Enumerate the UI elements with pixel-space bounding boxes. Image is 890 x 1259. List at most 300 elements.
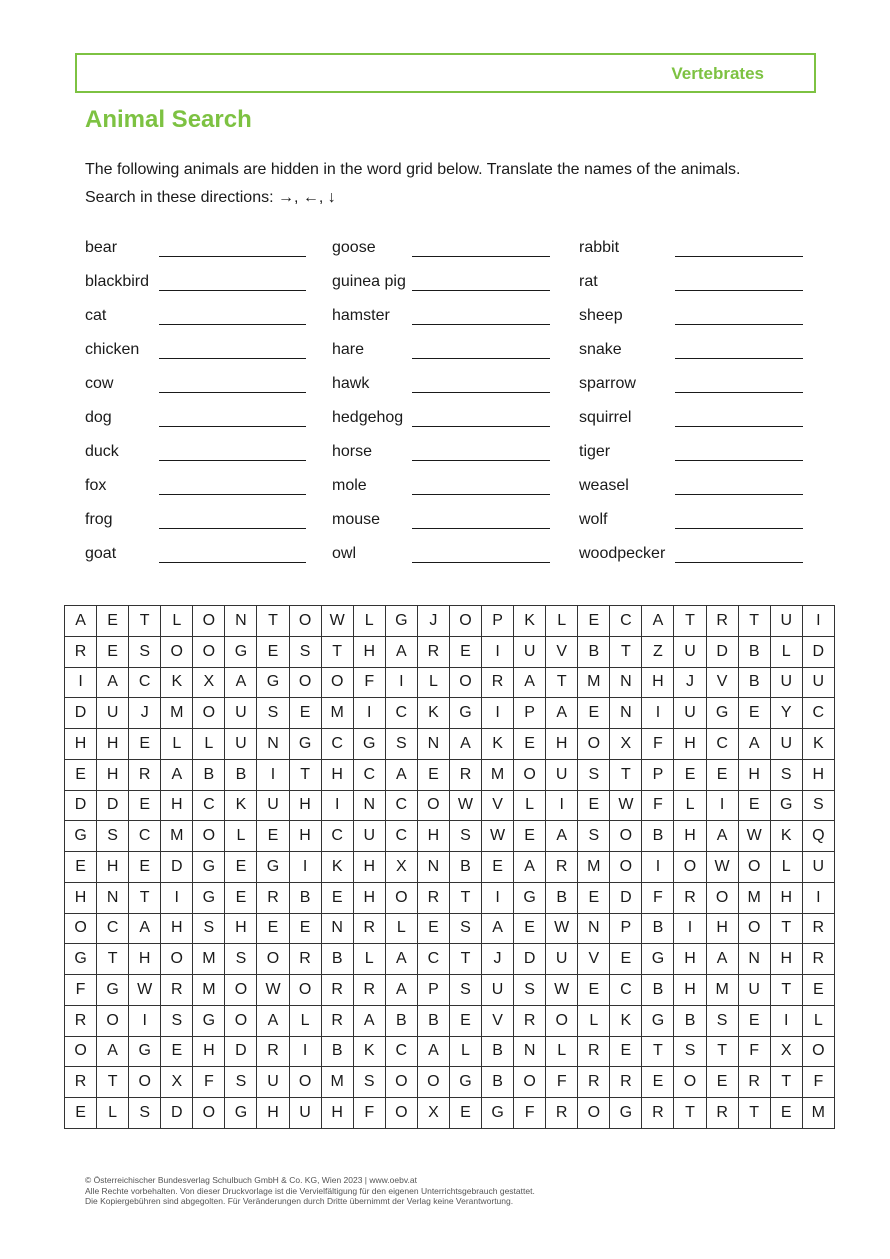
grid-cell: U <box>482 975 514 1006</box>
grid-cell: T <box>546 667 578 698</box>
grid-cell: I <box>161 882 193 913</box>
grid-cell: O <box>65 913 97 944</box>
grid-cell: G <box>289 729 321 760</box>
grid-cell: L <box>546 606 578 637</box>
grid-cell: R <box>738 1067 770 1098</box>
grid-cell: I <box>482 636 514 667</box>
grid-cell: K <box>225 790 257 821</box>
grid-cell: O <box>449 606 481 637</box>
grid-cell: W <box>706 852 738 883</box>
grid-cell: R <box>65 636 97 667</box>
grid-cell: E <box>578 790 610 821</box>
grid-cell: A <box>385 636 417 667</box>
grid-cell: F <box>738 1036 770 1067</box>
grid-cell: I <box>546 790 578 821</box>
grid-cell: E <box>417 759 449 790</box>
grid-cell: A <box>385 944 417 975</box>
grid-cell: K <box>610 1005 642 1036</box>
grid-cell: K <box>514 606 546 637</box>
grid-cell: O <box>161 944 193 975</box>
grid-cell: R <box>321 1005 353 1036</box>
grid-cell: M <box>321 698 353 729</box>
animal-word: sparrow <box>579 375 636 392</box>
grid-cell: C <box>193 790 225 821</box>
grid-cell: W <box>257 975 289 1006</box>
grid-cell: R <box>546 852 578 883</box>
grid-cell: K <box>161 667 193 698</box>
grid-cell: R <box>514 1005 546 1036</box>
answer-line[interactable] <box>675 324 803 325</box>
grid-cell: I <box>802 882 834 913</box>
grid-cell: L <box>514 790 546 821</box>
grid-cell: A <box>642 606 674 637</box>
grid-cell: U <box>674 636 706 667</box>
grid-cell: B <box>674 1005 706 1036</box>
grid-cell: T <box>321 636 353 667</box>
grid-cell: H <box>129 944 161 975</box>
grid-cell: R <box>642 1098 674 1129</box>
answer-line[interactable] <box>159 494 306 495</box>
grid-cell: H <box>193 1036 225 1067</box>
grid-cell: O <box>129 1067 161 1098</box>
grid-cell: O <box>674 1067 706 1098</box>
grid-cell: R <box>578 1067 610 1098</box>
grid-cell: C <box>353 759 385 790</box>
grid-row <box>65 882 835 913</box>
grid-cell: J <box>482 944 514 975</box>
grid-cell: O <box>578 1098 610 1129</box>
grid-cell: R <box>546 1098 578 1129</box>
answer-line[interactable] <box>159 290 306 291</box>
grid-cell: G <box>225 1098 257 1129</box>
grid-cell: T <box>129 882 161 913</box>
grid-cell: C <box>321 821 353 852</box>
animal-word: hedgehog <box>332 409 404 426</box>
grid-cell: I <box>129 1005 161 1036</box>
grid-cell: U <box>257 790 289 821</box>
grid-cell: N <box>610 667 642 698</box>
grid-cell: H <box>65 729 97 760</box>
grid-cell: R <box>321 975 353 1006</box>
grid-cell: O <box>193 821 225 852</box>
animal-word: goose <box>332 239 376 256</box>
animal-word: frog <box>85 511 113 528</box>
grid-cell: O <box>161 636 193 667</box>
grid-cell: G <box>97 975 129 1006</box>
grid-cell: N <box>610 698 642 729</box>
grid-cell: K <box>321 852 353 883</box>
grid-cell: R <box>706 1098 738 1129</box>
grid-cell: R <box>417 882 449 913</box>
grid-cell: E <box>129 729 161 760</box>
answer-line[interactable] <box>159 528 306 529</box>
grid-cell: H <box>97 729 129 760</box>
grid-cell: N <box>97 882 129 913</box>
grid-cell: W <box>482 821 514 852</box>
grid-cell: G <box>706 698 738 729</box>
instructions-line-2: Search in these directions: →, ←, ↓ <box>85 189 336 206</box>
grid-cell: K <box>770 821 802 852</box>
grid-cell: I <box>385 667 417 698</box>
grid-cell: F <box>546 1067 578 1098</box>
grid-cell: G <box>642 1005 674 1036</box>
grid-cell: T <box>257 606 289 637</box>
animal-word: hawk <box>332 375 370 392</box>
grid-cell: D <box>65 698 97 729</box>
grid-cell: G <box>770 790 802 821</box>
grid-cell: H <box>353 636 385 667</box>
grid-cell: H <box>674 944 706 975</box>
answer-line[interactable] <box>412 256 550 257</box>
answer-line[interactable] <box>412 392 550 393</box>
answer-line[interactable] <box>159 392 306 393</box>
grid-cell: A <box>482 913 514 944</box>
grid-cell: E <box>449 1098 481 1129</box>
grid-cell: L <box>193 729 225 760</box>
grid-cell: S <box>225 944 257 975</box>
grid-cell: C <box>385 698 417 729</box>
grid-cell: L <box>225 821 257 852</box>
grid-cell: K <box>417 698 449 729</box>
grid-cell: G <box>385 606 417 637</box>
answer-line[interactable] <box>675 392 803 393</box>
grid-cell: C <box>706 729 738 760</box>
grid-cell: T <box>610 759 642 790</box>
grid-cell: H <box>738 759 770 790</box>
answer-line[interactable] <box>412 426 550 427</box>
grid-cell: N <box>514 1036 546 1067</box>
grid-cell: M <box>193 944 225 975</box>
grid-cell: H <box>802 759 834 790</box>
grid-cell: H <box>353 882 385 913</box>
grid-cell: I <box>482 698 514 729</box>
grid-cell: I <box>289 1036 321 1067</box>
grid-cell: I <box>642 852 674 883</box>
footer-line-3: Die Kopiergebühren sind abgegolten. Für Veränderungen durch Dritte übernimmt der Verlag keine Verantwortung. <box>85 1196 514 1206</box>
grid-cell: B <box>321 944 353 975</box>
page-title: Animal Search <box>85 106 252 133</box>
answer-line[interactable] <box>412 324 550 325</box>
answer-line[interactable] <box>412 290 550 291</box>
grid-row <box>65 1036 835 1067</box>
grid-cell: G <box>129 1036 161 1067</box>
grid-cell: F <box>642 729 674 760</box>
grid-cell: O <box>706 882 738 913</box>
grid-cell: D <box>225 1036 257 1067</box>
grid-cell: H <box>97 852 129 883</box>
grid-row <box>65 606 835 637</box>
grid-cell: O <box>449 667 481 698</box>
grid-cell: V <box>482 790 514 821</box>
grid-cell: W <box>546 913 578 944</box>
answer-line[interactable] <box>159 460 306 461</box>
grid-cell: H <box>321 1098 353 1129</box>
answer-line[interactable] <box>159 324 306 325</box>
animal-word: snake <box>579 341 622 358</box>
grid-cell: E <box>97 636 129 667</box>
answer-line[interactable] <box>159 358 306 359</box>
grid-cell: E <box>449 636 481 667</box>
grid-cell: H <box>65 882 97 913</box>
grid-row <box>65 790 835 821</box>
animal-word: owl <box>332 545 357 562</box>
answer-line[interactable] <box>675 358 803 359</box>
answer-line[interactable] <box>675 290 803 291</box>
grid-cell: H <box>674 975 706 1006</box>
grid-cell: E <box>738 698 770 729</box>
grid-cell: M <box>578 667 610 698</box>
grid-cell: E <box>642 1067 674 1098</box>
grid-cell: V <box>482 1005 514 1036</box>
grid-cell: C <box>610 975 642 1006</box>
animal-word: sheep <box>579 307 623 324</box>
grid-cell: R <box>578 1036 610 1067</box>
grid-cell: Q <box>802 821 834 852</box>
grid-cell: B <box>289 882 321 913</box>
animal-word: chicken <box>85 341 140 358</box>
grid-cell: U <box>770 667 802 698</box>
grid-cell: T <box>770 975 802 1006</box>
grid-row <box>65 821 835 852</box>
grid-cell: E <box>289 698 321 729</box>
animal-word: tiger <box>579 443 611 460</box>
grid-cell: S <box>257 698 289 729</box>
animal-word: mole <box>332 477 367 494</box>
grid-cell: I <box>482 882 514 913</box>
grid-cell: E <box>802 975 834 1006</box>
grid-cell: D <box>610 882 642 913</box>
grid-cell: S <box>770 759 802 790</box>
grid-cell: O <box>193 1098 225 1129</box>
grid-cell: D <box>514 944 546 975</box>
grid-cell: O <box>65 1036 97 1067</box>
grid-cell: C <box>97 913 129 944</box>
grid-cell: E <box>257 821 289 852</box>
grid-cell: A <box>449 729 481 760</box>
grid-row <box>65 975 835 1006</box>
animal-word: weasel <box>579 477 629 494</box>
grid-cell: E <box>482 852 514 883</box>
grid-cell: O <box>610 852 642 883</box>
grid-cell: U <box>225 729 257 760</box>
grid-cell: O <box>385 1098 417 1129</box>
grid-cell: E <box>578 606 610 637</box>
grid-cell: L <box>770 852 802 883</box>
grid-cell: O <box>802 1036 834 1067</box>
grid-cell: C <box>385 1036 417 1067</box>
grid-cell: E <box>65 1098 97 1129</box>
grid-cell: I <box>353 698 385 729</box>
grid-cell: B <box>321 1036 353 1067</box>
animal-word: hamster <box>332 307 390 324</box>
grid-cell: L <box>289 1005 321 1036</box>
grid-cell: X <box>417 1098 449 1129</box>
grid-cell: T <box>738 1098 770 1129</box>
grid-cell: G <box>514 882 546 913</box>
grid-cell: O <box>225 975 257 1006</box>
grid-cell: B <box>193 759 225 790</box>
grid-cell: G <box>193 1005 225 1036</box>
grid-cell: F <box>353 667 385 698</box>
grid-cell: H <box>289 790 321 821</box>
grid-cell: V <box>578 944 610 975</box>
grid-row <box>65 1067 835 1098</box>
grid-cell: S <box>449 821 481 852</box>
grid-cell: A <box>97 667 129 698</box>
grid-cell: O <box>289 667 321 698</box>
grid-cell: P <box>417 975 449 1006</box>
grid-cell: E <box>321 882 353 913</box>
grid-cell: W <box>610 790 642 821</box>
answer-line[interactable] <box>412 528 550 529</box>
grid-cell: C <box>385 790 417 821</box>
grid-cell: X <box>161 1067 193 1098</box>
answer-line[interactable] <box>412 460 550 461</box>
grid-cell: M <box>706 975 738 1006</box>
grid-cell: L <box>353 606 385 637</box>
grid-cell: U <box>770 606 802 637</box>
grid-cell: T <box>449 944 481 975</box>
grid-cell: B <box>546 882 578 913</box>
grid-cell: E <box>610 944 642 975</box>
answer-line[interactable] <box>159 256 306 257</box>
animal-word: rabbit <box>579 239 620 256</box>
animal-word: hare <box>332 341 365 358</box>
grid-row <box>65 852 835 883</box>
grid-cell: A <box>385 759 417 790</box>
grid-row <box>65 636 835 667</box>
grid-cell: X <box>385 852 417 883</box>
animal-word: blackbird <box>85 273 150 290</box>
animal-word: woodpecker <box>579 545 666 562</box>
grid-cell: B <box>738 667 770 698</box>
grid-cell: N <box>738 944 770 975</box>
answer-line[interactable] <box>675 256 803 257</box>
grid-cell: X <box>610 729 642 760</box>
grid-cell: R <box>706 606 738 637</box>
grid-cell: A <box>417 1036 449 1067</box>
grid-cell: O <box>193 698 225 729</box>
grid-cell: U <box>225 698 257 729</box>
grid-cell: T <box>770 1067 802 1098</box>
answer-line[interactable] <box>412 562 550 563</box>
grid-cell: G <box>449 1067 481 1098</box>
grid-cell: M <box>578 852 610 883</box>
grid-cell: U <box>770 729 802 760</box>
grid-cell: E <box>610 1036 642 1067</box>
grid-cell: Z <box>642 636 674 667</box>
grid-cell: G <box>225 636 257 667</box>
grid-cell: V <box>546 636 578 667</box>
grid-cell: R <box>449 759 481 790</box>
grid-cell: S <box>193 913 225 944</box>
grid-cell: T <box>770 913 802 944</box>
grid-cell: J <box>417 606 449 637</box>
answer-line[interactable] <box>412 494 550 495</box>
grid-cell: U <box>289 1098 321 1129</box>
answer-line[interactable] <box>675 528 803 529</box>
grid-cell: R <box>65 1005 97 1036</box>
grid-cell: S <box>802 790 834 821</box>
grid-cell: G <box>482 1098 514 1129</box>
grid-row <box>65 759 835 790</box>
grid-cell: T <box>674 606 706 637</box>
grid-cell: O <box>417 790 449 821</box>
grid-cell: E <box>770 1098 802 1129</box>
grid-cell: M <box>193 975 225 1006</box>
grid-cell: O <box>97 1005 129 1036</box>
grid-cell: E <box>289 913 321 944</box>
grid-cell: A <box>706 944 738 975</box>
grid-cell: Y <box>770 698 802 729</box>
grid-cell: O <box>417 1067 449 1098</box>
grid-cell: P <box>610 913 642 944</box>
grid-cell: F <box>193 1067 225 1098</box>
answer-line[interactable] <box>675 426 803 427</box>
grid-cell: S <box>129 1098 161 1129</box>
grid-cell: D <box>802 636 834 667</box>
grid-cell: H <box>770 882 802 913</box>
grid-cell: R <box>353 975 385 1006</box>
grid-cell: T <box>449 882 481 913</box>
grid-cell: H <box>161 913 193 944</box>
grid-cell: U <box>802 667 834 698</box>
grid-cell: H <box>546 729 578 760</box>
grid-cell: U <box>546 759 578 790</box>
grid-cell: T <box>289 759 321 790</box>
answer-line[interactable] <box>159 426 306 427</box>
grid-cell: M <box>802 1098 834 1129</box>
grid-cell: G <box>353 729 385 760</box>
grid-cell: U <box>353 821 385 852</box>
grid-cell: L <box>97 1098 129 1129</box>
grid-cell: W <box>738 821 770 852</box>
grid-cell: C <box>129 667 161 698</box>
answer-line[interactable] <box>675 494 803 495</box>
grid-cell: N <box>353 790 385 821</box>
grid-cell: U <box>738 975 770 1006</box>
grid-cell: M <box>161 698 193 729</box>
grid-cell: C <box>802 698 834 729</box>
answer-line[interactable] <box>675 562 803 563</box>
grid-cell: B <box>417 1005 449 1036</box>
grid-cell: E <box>161 1036 193 1067</box>
grid-cell: F <box>514 1098 546 1129</box>
instructions-line-1: The following animals are hidden in the word grid below. Translate the names of the animals. <box>85 161 741 178</box>
grid-cell: R <box>129 759 161 790</box>
grid-cell: C <box>385 821 417 852</box>
grid-cell: E <box>257 636 289 667</box>
answer-line[interactable] <box>159 562 306 563</box>
grid-cell: I <box>289 852 321 883</box>
answer-line[interactable] <box>412 358 550 359</box>
grid-row <box>65 667 835 698</box>
grid-cell: O <box>514 1067 546 1098</box>
animal-word: fox <box>85 477 107 494</box>
grid-cell: R <box>257 882 289 913</box>
grid-cell: H <box>257 1098 289 1129</box>
answer-line[interactable] <box>675 460 803 461</box>
grid-cell: G <box>642 944 674 975</box>
letter-grid <box>64 605 835 1129</box>
grid-cell: S <box>225 1067 257 1098</box>
grid-cell: R <box>802 913 834 944</box>
grid-cell: S <box>578 821 610 852</box>
grid-cell: L <box>353 944 385 975</box>
grid-row <box>65 729 835 760</box>
grid-cell: K <box>353 1036 385 1067</box>
grid-cell: M <box>321 1067 353 1098</box>
